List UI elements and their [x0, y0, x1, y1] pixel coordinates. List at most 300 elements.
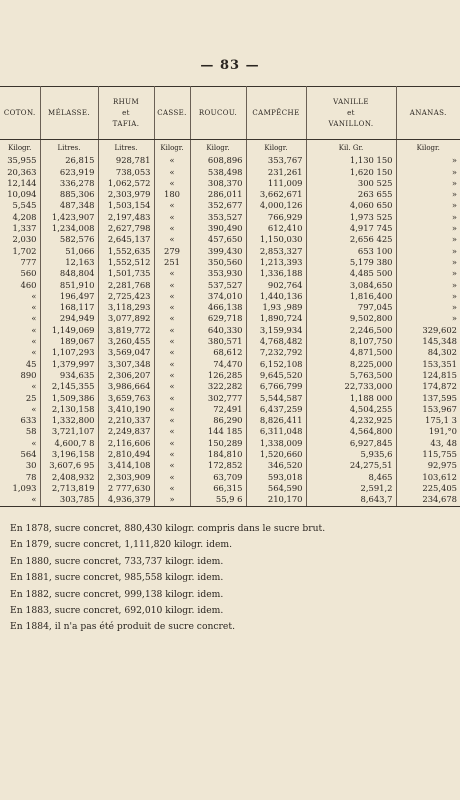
table-cell: 145,348: [422, 336, 457, 347]
header-campeche: CAMPÊCHE: [246, 87, 306, 140]
table-cell: 263 655: [306, 189, 396, 200]
table-cell: «: [154, 449, 190, 460]
table-cell: 126,285: [190, 370, 246, 381]
table-cell: «: [0, 336, 40, 347]
table-row: [0, 200, 460, 211]
table-row: [0, 268, 460, 279]
table-cell: «: [0, 404, 40, 415]
table-row: [0, 347, 460, 358]
table-row: [0, 325, 460, 336]
table-cell: 629,718: [190, 313, 246, 324]
table-cell: 26,815: [40, 154, 98, 166]
table-cell: 45: [0, 359, 40, 370]
table-cell: 2,303,909: [98, 472, 154, 483]
table-cell: «: [154, 381, 190, 392]
table-cell: «: [154, 404, 190, 415]
table-cell: 86,290: [190, 415, 246, 426]
table-cell: 623,919: [40, 167, 98, 178]
table-cell: 8,826,411: [246, 415, 306, 426]
table-cell: 5,763,500: [306, 370, 396, 381]
table-cell: 66,315: [190, 483, 246, 494]
table-cell: »: [451, 268, 457, 279]
header-rhum: RHUM et TAFIA.: [98, 87, 154, 140]
table-cell: 466,138: [190, 302, 246, 313]
table-cell: 10,094: [0, 189, 40, 200]
table-header: [0, 87, 460, 140]
table-cell: 1,440,136: [246, 291, 306, 302]
table-cell: «: [154, 325, 190, 336]
table-cell: 1,423,907: [40, 212, 98, 223]
table-cell: 302,777: [190, 393, 246, 404]
table-cell: 322,282: [190, 381, 246, 392]
table-cell: 2,030: [0, 234, 40, 245]
table-row: [0, 426, 460, 437]
unit-cell: Kilogr.: [396, 140, 460, 155]
table-cell: 3,159,934: [246, 325, 306, 336]
table-cell: 191,°0: [428, 426, 457, 437]
table-cell: 303,785: [40, 494, 98, 506]
table-cell: 103,612: [422, 471, 457, 482]
table-cell: 1,890,724: [246, 313, 306, 324]
table-cell: 2,145,355: [40, 381, 98, 392]
table-cell: 1,337: [0, 223, 40, 234]
table-cell: «: [0, 302, 40, 313]
table-cell: 2,645,137: [98, 234, 154, 245]
table-cell: 210,170: [246, 494, 306, 506]
table-cell: 538,498: [190, 167, 246, 178]
table-cell: »: [451, 200, 457, 211]
table-row: [0, 393, 460, 404]
table-cell: 2,281,768: [98, 280, 154, 291]
table-cell: 890: [0, 370, 40, 381]
table-cell: «: [154, 280, 190, 291]
table-cell: 1,379,997: [40, 359, 98, 370]
table-cell: 2,656 425: [306, 234, 396, 245]
table-cell: «: [154, 212, 190, 223]
table-cell: 22,733,000: [306, 381, 396, 392]
table-cell: 4,917 745: [306, 223, 396, 234]
table-cell: »: [451, 166, 457, 177]
unit-cell: Litres.: [98, 140, 154, 155]
unit-cell: Kilogr.: [246, 140, 306, 155]
table-cell: 1,150,030: [246, 234, 306, 245]
table-cell: 3,662,671: [246, 189, 306, 200]
table-cell: 885,306: [40, 189, 98, 200]
table-cell: 2,303,979: [98, 189, 154, 200]
header-casse: CASSE.: [154, 87, 190, 140]
table-cell: 399,430: [190, 246, 246, 257]
table-cell: 9,645,520: [246, 370, 306, 381]
table-cell: 12,144: [0, 178, 40, 189]
table-cell: 68,612: [190, 347, 246, 358]
table-cell: 934,635: [40, 370, 98, 381]
table-cell: 58: [0, 426, 40, 437]
table-cell: 738,053: [98, 167, 154, 178]
table-cell: 1,107,293: [40, 347, 98, 358]
table-cell: 564: [0, 449, 40, 460]
table-cell: 308,370: [190, 178, 246, 189]
table-row: [0, 336, 460, 347]
table-cell: «: [0, 381, 40, 392]
table-cell: 1,336,188: [246, 268, 306, 279]
table-cell: 8,107,750: [306, 336, 396, 347]
table-cell: 1,062,572: [98, 178, 154, 189]
table-cell: 2,116,606: [98, 438, 154, 449]
table-cell: 4,232,925: [306, 415, 396, 426]
footnote-line: En 1881, sucre concret, 985,558 kilogr. idem.: [10, 572, 224, 584]
table-row: [0, 460, 460, 471]
table-cell: «: [154, 415, 190, 426]
table-cell: 2,246,500: [306, 325, 396, 336]
table-cell: »: [451, 290, 457, 301]
table-cell: 1,520,660: [246, 449, 306, 460]
export-statistics-table-wrapper: [0, 86, 460, 507]
table-cell: 848,804: [40, 268, 98, 279]
table-cell: 2,853,327: [246, 246, 306, 257]
table-row: [0, 212, 460, 223]
table-cell: 5,935,6: [306, 449, 396, 460]
table-cell: 6,927,845: [306, 438, 396, 449]
table-row: [0, 449, 460, 460]
table-cell: 74,470: [190, 359, 246, 370]
table-cell: 4,208: [0, 212, 40, 223]
table-cell: «: [154, 234, 190, 245]
table-cell: 5,544,587: [246, 393, 306, 404]
table-cell: 640,330: [190, 325, 246, 336]
table-cell: 353,930: [190, 268, 246, 279]
table-row: [0, 189, 460, 200]
table-cell: 4,600,7 8: [40, 438, 98, 449]
table-cell: «: [0, 494, 40, 506]
table-cell: 12,163: [40, 257, 98, 268]
table-cell: 2,306,207: [98, 370, 154, 381]
table-cell: 4,768,482: [246, 336, 306, 347]
header-roucou: ROUCOU.: [190, 87, 246, 140]
footnote-line: En 1882, sucre concret, 999,138 kilogr. idem.: [10, 588, 224, 600]
table-row: [0, 154, 460, 166]
table-cell: 189,067: [40, 336, 98, 347]
table-cell: 3,414,108: [98, 460, 154, 471]
table-cell: «: [154, 460, 190, 471]
table-cell: 3,118,293: [98, 302, 154, 313]
table-cell: «: [154, 426, 190, 437]
table-cell: 144 185: [190, 426, 246, 437]
table-cell: 1,620 150: [306, 167, 396, 178]
table-cell: 124,815: [422, 369, 457, 380]
table-cell: »: [451, 313, 457, 324]
table-cell: 928,781: [98, 154, 154, 166]
table-cell: 25: [0, 393, 40, 404]
table-cell: 1,093: [0, 483, 40, 494]
table-cell: «: [154, 178, 190, 189]
table-cell: 374,010: [190, 291, 246, 302]
table-cell: 2,627,798: [98, 223, 154, 234]
table-row: [0, 359, 460, 370]
table-row: [0, 257, 460, 268]
table-cell: 1,509,386: [40, 393, 98, 404]
table-cell: 3,721,107: [40, 426, 98, 437]
table-cell: 353,527: [190, 212, 246, 223]
table-cell: 20,363: [0, 167, 40, 178]
table-row: [0, 167, 460, 178]
table-cell: 797,045: [306, 302, 396, 313]
table-cell: 1,234,008: [40, 223, 98, 234]
table-cell: »: [451, 279, 457, 290]
table-cell: «: [154, 302, 190, 313]
table-row: [0, 234, 460, 245]
table-cell: 1,973 525: [306, 212, 396, 223]
table-cell: «: [0, 347, 40, 358]
table-cell: «: [154, 347, 190, 358]
header-vanille: VANILLE et VANILLON.: [306, 87, 396, 140]
table-cell: 3,607,6 95: [40, 460, 98, 471]
table-cell: 180: [154, 189, 190, 200]
table-row: [0, 404, 460, 415]
table-cell: 4,564,800: [306, 426, 396, 437]
table-row: [0, 280, 460, 291]
table-cell: «: [0, 291, 40, 302]
table-row: [0, 246, 460, 257]
table-cell: 1,702: [0, 246, 40, 257]
table-cell: 3,077,892: [98, 313, 154, 324]
table-cell: 2,130,158: [40, 404, 98, 415]
table-cell: «: [154, 291, 190, 302]
table-cell: «: [154, 438, 190, 449]
table-row: [0, 381, 460, 392]
table-cell: »: [451, 155, 457, 166]
export-statistics-table: [0, 86, 460, 507]
table-cell: 3,819,772: [98, 325, 154, 336]
table-cell: 6,152,108: [246, 359, 306, 370]
table-cell: 150,289: [190, 438, 246, 449]
table-cell: 564,590: [246, 483, 306, 494]
table-cell: 8,465: [306, 472, 396, 483]
table-cell: 3,260,455: [98, 336, 154, 347]
table-cell: 346,520: [246, 460, 306, 471]
table-cell: 172,852: [190, 460, 246, 471]
table-cell: 851,910: [40, 280, 98, 291]
table-cell: 43, 48: [430, 437, 457, 448]
table-cell: 63,709: [190, 472, 246, 483]
header-melasse: MÉLASSE.: [40, 87, 98, 140]
table-cell: 457,650: [190, 234, 246, 245]
table-cell: 4,936,379: [98, 494, 154, 506]
table-cell: 3,307,348: [98, 359, 154, 370]
footnote-line: En 1878, sucre concret, 880,430 kilogr. compris dans le sucre brut.: [10, 523, 326, 534]
table-cell: »: [451, 302, 457, 313]
table-cell: 2,408,932: [40, 472, 98, 483]
table-cell: 608,896: [190, 154, 246, 166]
table-cell: 3,084,650: [306, 280, 396, 291]
table-cell: 231,261: [246, 167, 306, 178]
table-cell: 537,527: [190, 280, 246, 291]
table-cell: 168,117: [40, 302, 98, 313]
table-cell: 2,591,2: [306, 483, 396, 494]
table-cell: 593,018: [246, 472, 306, 483]
table-cell: «: [154, 483, 190, 494]
table-cell: 4,871,500: [306, 347, 396, 358]
table-cell: 111,009: [246, 178, 306, 189]
table-cell: «: [154, 313, 190, 324]
table-cell: »: [451, 189, 457, 200]
table-body: [0, 140, 460, 507]
table-cell: 6,766,799: [246, 381, 306, 392]
footnotes: [10, 521, 450, 636]
table-cell: 633: [0, 415, 40, 426]
table-cell: 352,677: [190, 200, 246, 211]
footnote-line: En 1884, il n'a pas été produit de sucre concret.: [10, 621, 235, 633]
page-number: — 83 —: [200, 58, 260, 73]
table-cell: 30: [0, 460, 40, 471]
table-cell: 350,560: [190, 257, 246, 268]
table-cell: 1,816,400: [306, 291, 396, 302]
table-cell: 7,232,792: [246, 347, 306, 358]
table-cell: «: [154, 472, 190, 483]
table-row: [0, 223, 460, 234]
table-cell: 4,485 500: [306, 268, 396, 279]
unit-cell: Litres.: [40, 140, 98, 155]
table-cell: 251: [154, 257, 190, 268]
table-cell: 1,501,735: [98, 268, 154, 279]
table-cell: 84,302: [427, 347, 457, 358]
table-cell: 8,225,000: [306, 359, 396, 370]
table-row: [0, 415, 460, 426]
table-row: [0, 370, 460, 381]
table-cell: 6,311,048: [246, 426, 306, 437]
table-cell: 3,659,763: [98, 393, 154, 404]
table-cell: 5,179 380: [306, 257, 396, 268]
table-row: [0, 302, 460, 313]
table-cell: 329,602: [422, 324, 457, 335]
table-cell: «: [154, 268, 190, 279]
table-cell: 196,497: [40, 291, 98, 302]
table-cell: 72,491: [190, 404, 246, 415]
table-cell: 777: [0, 257, 40, 268]
table-cell: 2,713,819: [40, 483, 98, 494]
table-cell: 1,213,393: [246, 257, 306, 268]
table-row: [0, 291, 460, 302]
footnote-line: En 1883, sucre concret, 692,010 kilogr. idem.: [10, 605, 224, 617]
table-cell: 380,571: [190, 336, 246, 347]
table-row: [0, 313, 460, 324]
unit-cell: Kilogr.: [154, 140, 190, 155]
table-cell: 1,338,009: [246, 438, 306, 449]
table-cell: 3,410,190: [98, 404, 154, 415]
table-cell: 4,504,255: [306, 404, 396, 415]
unit-cell: Kilogr.: [190, 140, 246, 155]
table-row: [0, 438, 460, 449]
table-cell: 279: [154, 246, 190, 257]
table-cell: 4,060 650: [306, 200, 396, 211]
table-cell: 612,410: [246, 223, 306, 234]
table-cell: «: [154, 359, 190, 370]
table-cell: «: [154, 370, 190, 381]
table-cell: 3,196,158: [40, 449, 98, 460]
table-row: [0, 472, 460, 483]
table-cell: 4,000,126: [246, 200, 306, 211]
table-cell: 1,552,512: [98, 257, 154, 268]
table-cell: 1,149,069: [40, 325, 98, 336]
table-cell: 55,9 6: [190, 494, 246, 506]
table-cell: 1,503,154: [98, 200, 154, 211]
table-cell: «: [154, 200, 190, 211]
table-cell: 153,351: [422, 358, 457, 369]
table-cell: 286,011: [190, 189, 246, 200]
table-cell: «: [0, 313, 40, 324]
table-cell: 1,130 150: [306, 154, 396, 166]
table-cell: 175,1 3: [425, 415, 457, 426]
table-cell: »: [451, 245, 457, 256]
table-cell: 2 777,630: [98, 483, 154, 494]
table-cell: 137,595: [422, 392, 457, 403]
table-cell: «: [154, 336, 190, 347]
table-cell: 5,545: [0, 200, 40, 211]
table-cell: 336,278: [40, 178, 98, 189]
table-cell: 115,755: [422, 449, 457, 460]
table-cell: 1,93 ,989: [246, 302, 306, 313]
table-cell: 3,569,047: [98, 347, 154, 358]
table-cell: 653 100: [306, 246, 396, 257]
table-cell: 24,275,51: [306, 460, 396, 471]
table-cell: 8,643,7: [306, 494, 396, 506]
table-cell: 3,986,664: [98, 381, 154, 392]
table-cell: »: [451, 177, 457, 188]
table-cell: «: [0, 325, 40, 336]
table-cell: 2,197,483: [98, 212, 154, 223]
table-cell: 2,249,837: [98, 426, 154, 437]
table-row: [0, 178, 460, 189]
header-coton: COTON.: [0, 87, 40, 140]
table-cell: »: [154, 494, 190, 506]
table-cell: «: [154, 223, 190, 234]
table-cell: »: [451, 234, 457, 245]
table-cell: 1,552,635: [98, 246, 154, 257]
table-cell: 487,348: [40, 200, 98, 211]
table-cell: 153,967: [422, 403, 457, 414]
footnote-line: En 1880, sucre concret, 733,737 kilogr. idem.: [10, 555, 224, 567]
table-cell: «: [154, 393, 190, 404]
table-row: [0, 483, 460, 494]
table-cell: 902,764: [246, 280, 306, 291]
table-cell: 1,188 000: [306, 393, 396, 404]
table-cell: 560: [0, 268, 40, 279]
table-cell: 460: [0, 280, 40, 291]
table-cell: 294,949: [40, 313, 98, 324]
footnote-line: En 1879, sucre concret, 1,111,820 kilogr. idem.: [10, 539, 233, 551]
table-cell: 390,490: [190, 223, 246, 234]
table-cell: «: [0, 438, 40, 449]
table-cell: 234,678: [396, 494, 460, 506]
table-cell: »: [451, 211, 457, 222]
table-row: [0, 494, 460, 506]
table-cell: 78: [0, 472, 40, 483]
table-cell: 35,955: [0, 154, 40, 166]
table-cell: 1,332,800: [40, 415, 98, 426]
table-cell: 6,437,259: [246, 404, 306, 415]
table-cell: 300 525: [306, 178, 396, 189]
table-cell: «: [154, 167, 190, 178]
table-cell: 2,725,423: [98, 291, 154, 302]
units-row: [0, 140, 460, 155]
table-cell: 2,810,494: [98, 449, 154, 460]
table-cell: 353,767: [246, 154, 306, 166]
table-cell: 92,975: [427, 460, 457, 471]
header-ananas: ANANAS.: [396, 87, 460, 140]
unit-cell: Kil. Gr.: [306, 140, 396, 155]
table-cell: «: [154, 154, 190, 166]
table-cell: 2,210,337: [98, 415, 154, 426]
table-cell: 766,929: [246, 212, 306, 223]
